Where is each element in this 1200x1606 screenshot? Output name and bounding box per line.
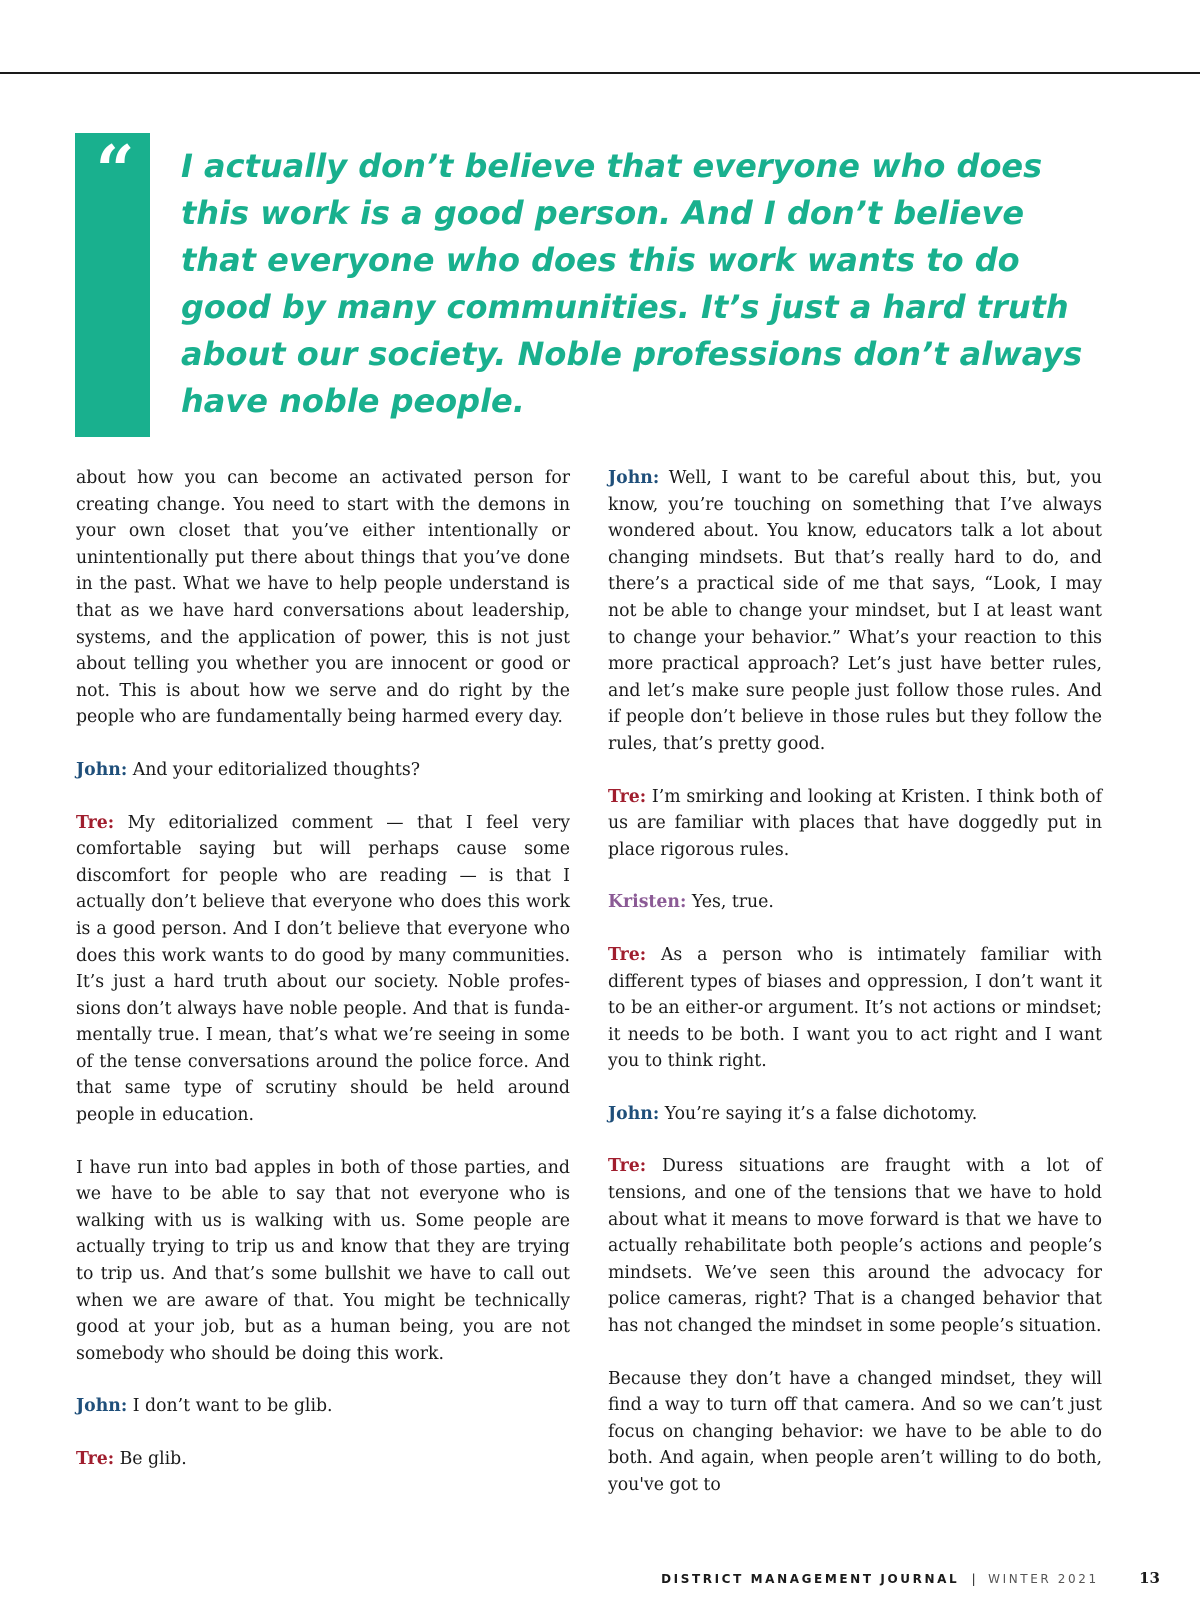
speaker-label-john: John: <box>76 759 128 780</box>
speaker-label-tre: Tre: <box>608 786 647 807</box>
paragraph-text: Because they don’t have a changed mindset, they will find a way to turn off that camera. And so we can’t just focus on changing behavior: we have to be able to do both. And again, when people aren’t willing to do both, you've got to <box>608 1368 1102 1495</box>
paragraph-text: Yes, true. <box>691 892 774 913</box>
paragraph-text: I have run into bad apples in both of those parties, and we have to be able to say that not everyone who is walking with us is walking with us. Some people are actually trying to trip us and know that they are trying to trip us. And that’s some bullshit we have to call out when we are aware of that. You might be technically good at your job, but as a human being, you are not somebody who should be doing this work. <box>76 1157 570 1364</box>
paragraph <box>608 1153 1102 1339</box>
paragraph-text: And your editorialized thoughts? <box>132 759 421 780</box>
quote-accent-bar <box>75 133 150 437</box>
journal-name: DISTRICT MANAGEMENT JOURNAL <box>661 1572 960 1586</box>
top-rule <box>0 72 1200 74</box>
paragraph-text: Well, I want to be careful about this, but, you know, you’re touching on something that I’ve always wondered about. You know, educators talk a lot about changing mindsets. But that’s really hard to do, and there’s a practical side of me that says, “Look, I may not be able to change your mindset, but I at least want to change your behavior.” What’s your reaction to this more practical approach? Let’s just have better rules, and let’s make sure people just follow those rules. And if people don’t believe in those rules but they follow the rules, that’s pretty good. <box>608 468 1102 754</box>
speaker-label-tre: Tre: <box>76 1449 115 1469</box>
paragraph-text: about how you can become an activated person for creating change. You need to start with the demons in your own closet that you’ve either intentionally or unintentionally put there about things that you’ve done in the past. What we have to help people understand is that as we have hard conversations about leadership, systems, and the application of power, this is not just about telling you whether you are innocent or good or not. This is about how we serve and do right by the people who are fundamentally being harmed every day. <box>76 468 570 728</box>
paragraph <box>608 1101 1102 1128</box>
paragraph-text: Be glib. <box>119 1449 187 1469</box>
paragraph-text: I don’t want to be glib. <box>132 1396 333 1417</box>
paragraph <box>76 757 570 784</box>
issue-season: WINTER 2021 <box>988 1572 1099 1586</box>
footer-separator: | <box>971 1572 976 1586</box>
speaker-label-kristen: Kristen: <box>608 892 687 913</box>
right-column <box>608 465 1102 1525</box>
paragraph <box>76 465 570 731</box>
speaker-label-tre: Tre: <box>608 1156 647 1177</box>
speaker-label-tre: Tre: <box>608 944 647 965</box>
paragraph <box>608 1366 1102 1499</box>
page-footer <box>0 1569 1160 1587</box>
paragraph <box>76 1393 570 1420</box>
paragraph <box>76 810 570 1129</box>
paragraph-text: Duress situations are fraught with a lot of tensions, and one of the tensions that we have to hold about what it means to move forward is that we have to actually rehabilitate both people’s actions and people’s mindsets. We’ve seen this around the advocacy for police cameras, right? That is a changed behavior that has not changed the mindset in some people’s situation. <box>608 1156 1103 1337</box>
page-number: 13 <box>1139 1569 1160 1587</box>
paragraph <box>76 1446 570 1473</box>
paragraph <box>608 465 1102 758</box>
speaker-label-john: John: <box>608 468 660 488</box>
paragraph <box>608 784 1102 864</box>
speaker-label-john: John: <box>76 1396 128 1417</box>
pull-quote <box>75 133 1095 437</box>
pull-quote-text: I actually don’t believe that everyone who does this work is a good person. And I don’t believe that everyone who does this work wants to do good by many communities. It’s just a hard truth about our society. Noble professions don’t always have noble people. <box>181 147 1083 420</box>
paragraph <box>608 942 1102 1075</box>
speaker-label-tre: Tre: <box>76 812 115 833</box>
paragraph <box>76 1155 570 1368</box>
paragraph-text: My editorialized comment — that I feel very comfortable saying but will perhaps cause some discomfort for people who are reading — is that I actually don’t believe that everyone who does this work is a good person. And I don’t believe that everyone who does this work wants to do good by many communities. It’s just a hard truth about our society. Noble professions don’t always have noble people. And that is fundamentally true. I mean, that’s what we’re seeing in some of the tense conversations around the police force. And that same type of scrutiny should be held around people in education. <box>76 812 571 1126</box>
paragraph <box>608 889 1102 916</box>
paragraph-text: As a person who is intimately familiar with different types of biases and oppression, I don’t want it to be an either-or argument. It’s not actions or mindset; it needs to be both. I want you to act right and I want you to think right. <box>608 944 1102 1072</box>
paragraph-text: I’m smirking and looking at Kristen. I think both of us are familiar with places that have doggedly put in place rigorous rules. <box>608 786 1102 860</box>
speaker-label-john: John: <box>608 1103 660 1124</box>
quotation-mark-icon: “ <box>95 131 135 211</box>
paragraph-text: You’re saying it’s a false dichotomy. <box>664 1103 978 1124</box>
left-column <box>76 465 570 1499</box>
